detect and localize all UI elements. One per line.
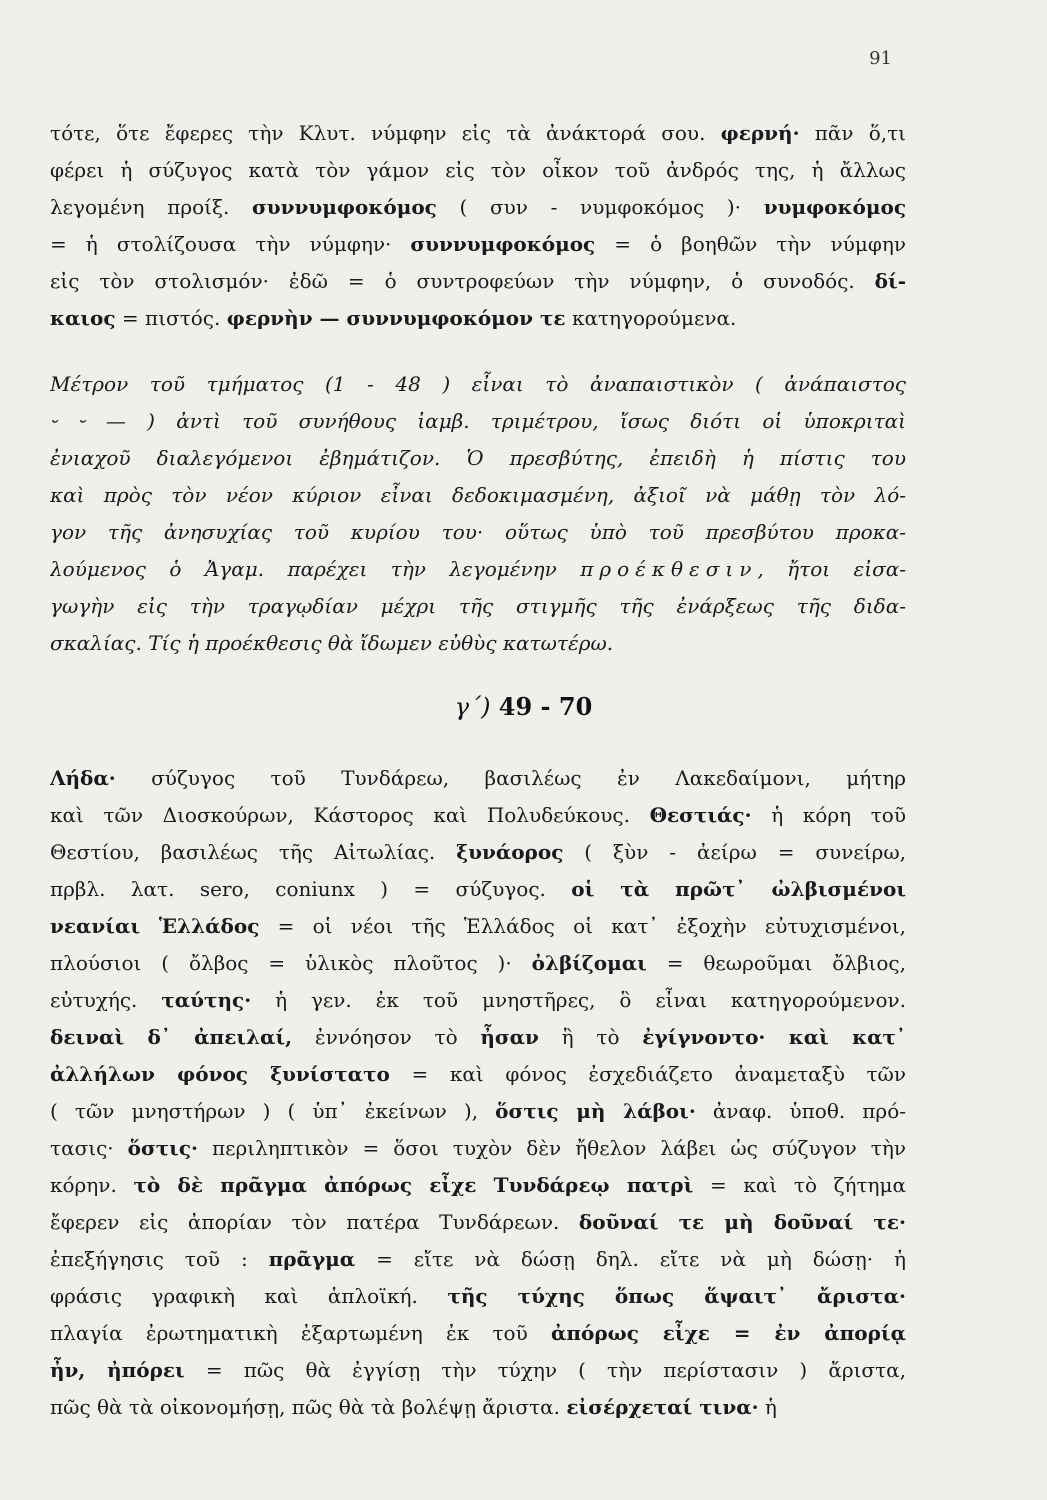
text-line (50, 834, 906, 871)
lemma-bold: ξυνάορος (456, 840, 564, 864)
text-run: πλούσιοι ( ὄλβος = ὑλικὸς πλοῦτος )· (50, 951, 532, 975)
text-line (50, 300, 906, 337)
lemma-bold: δοῦναί τε μὴ δοῦναί τε· (578, 1210, 906, 1234)
lemma-bold: ἦσαν (480, 1025, 539, 1049)
text-run: = ἡ στολίζουσα τὴν νύμφην· (50, 232, 411, 256)
text-run: σκαλίας. Τίς ἡ προέκθεσις θὰ ἴδωμεν εὐθὺς κατωτέρω. (50, 631, 614, 655)
text-run: σύζυγος τοῦ Τυνδάρεω, βασιλέως ἐν Λακεδαίμονι, μήτηρ (115, 766, 906, 790)
text-line (50, 760, 906, 797)
lemma-bold: ὀλβίζομαι (531, 951, 647, 975)
text-line (50, 1389, 906, 1426)
lemma-bold: συννυμφοκόμος (410, 232, 596, 256)
lemma-bold: ἀλλήλων φόνος ξυνίστατο (50, 1062, 390, 1086)
text-run: φράσις γραφικὴ καὶ ἁπλοϊκή. (50, 1284, 448, 1308)
text-line (50, 152, 906, 189)
text-run: κατηγορούμενα. (565, 306, 737, 330)
text-run: τότε, ὅτε ἔφερες τὴν Κλυτ. νύμφην εἰς τὰ ἀνάκτορά σου. (50, 121, 721, 145)
text-line (50, 871, 906, 908)
text-run: Μέτρον τοῦ τμήματος (1 - 48 ) εἶναι τὸ ἀναπαιστικὸν ( ἀνάπαιστος (50, 372, 906, 396)
text-run: ἐννόησον τὸ (292, 1025, 481, 1049)
text-run: τασις· (50, 1136, 128, 1160)
lemma-bold: συννυμφοκόμος (252, 195, 437, 219)
text-line (50, 366, 906, 403)
lemma-bold: τὸ δὲ πρᾶγμα ἀπόρως εἶχε Τυνδάρεῳ πατρὶ (133, 1173, 694, 1197)
text-run: καὶ τῶν Διοσκούρων, Κάστορος καὶ Πολυδεύκους. (50, 803, 650, 827)
text-run: Θεστίου, βασιλέως τῆς Αἰτωλίας. (50, 840, 457, 864)
text-line (50, 1315, 906, 1352)
text-run: ( τῶν μνηστήρων ) ( ὑπ᾽ ἐκείνων ), (50, 1099, 496, 1123)
text-line (50, 1056, 906, 1093)
lemma-bold: καιος (50, 306, 116, 330)
lemma-bold: δειναὶ δ᾽ ἀπειλαί, (50, 1025, 293, 1049)
text-line (50, 1352, 906, 1389)
text-line (50, 797, 906, 834)
text-line (50, 189, 906, 226)
text-line (50, 625, 906, 662)
text-run: φέρει ἡ σύζυγος κατὰ τὸν γάμον εἰς τὸν οἶκον τοῦ ἀνδρός της, ἡ ἄλλως (50, 158, 906, 182)
text-line (50, 982, 906, 1019)
lemma-bold: νυμφοκόμος (763, 195, 906, 219)
text-run: γον τῆς ἀνησυχίας τοῦ κυρίου του· οὕτως ὑπὸ τοῦ πρεσβύτου προκα- (50, 520, 906, 544)
text-run: ἔφερεν εἰς ἀπορίαν τὸν πατέρα Τυνδάρεων. (50, 1210, 579, 1234)
text-run: ( συν - νυμφοκόμος )· (436, 195, 764, 219)
section-heading (0, 692, 1047, 721)
text-line (50, 226, 906, 263)
text-line (50, 1093, 906, 1130)
lemma-bold: ὅστις· (127, 1136, 198, 1160)
text-line (50, 551, 906, 588)
text-run: καὶ πρὸς τὸν νέον κύριον εἶναι δεδοκιμασμένη, ἀξιοῖ νὰ μάθῃ τὸν λό- (50, 483, 906, 507)
text-run: ἐπεξήγησις τοῦ : (50, 1247, 269, 1271)
lemma-bold: ταύτης· (161, 988, 252, 1012)
text-line (50, 1019, 906, 1056)
text-run: εὐτυχής. (50, 988, 162, 1012)
text-run: ἢ τὸ (538, 1025, 643, 1049)
text-line (50, 1241, 906, 1278)
text-run: ( ξὺν - ἀείρω = συνείρω, (563, 840, 906, 864)
text-line (50, 514, 906, 551)
text-run: πῶς θὰ τὰ οἰκονομήσῃ, πῶς θὰ τὰ βολέψῃ ἄριστα. (50, 1395, 567, 1419)
text-run: λούμενος ὁ Ἀγαμ. παρέχει τὴν λεγομένην (50, 557, 581, 581)
lemma-bold: πρᾶγμα (268, 1247, 356, 1271)
section-range: 49 - 70 (498, 692, 593, 721)
section-letter: γ΄) (454, 693, 491, 721)
lemma-bold: Θεστιάς· (649, 803, 752, 827)
text-run: , ἤτοι εἰσα- (757, 557, 906, 581)
text-line (50, 908, 906, 945)
text-run: ἐνιαχοῦ διαλεγόμενοι ἐβημάτιζον. Ὁ πρεσβύτης, ἐπειδὴ ἡ πίστις του (50, 446, 906, 470)
text-run: πρβλ. λατ. sero, coniunx ) = σύζυγος. (50, 877, 572, 901)
text-run: = πῶς θὰ ἐγγίσῃ τὴν τύχην ( τὴν περίστασιν ) ἄριστα, (184, 1358, 906, 1382)
text-run: ἀναφ. ὑποθ. πρό- (695, 1099, 906, 1123)
text-run: = εἴτε νὰ δώσῃ δηλ. εἴτε νὰ μὴ δώσῃ· ἡ (355, 1247, 906, 1271)
text-line (50, 588, 906, 625)
text-run: πᾶν ὅ,τι (799, 121, 906, 145)
lemma-bold: οἱ τὰ πρῶτ᾽ ὠλβισμένοι (571, 877, 906, 901)
lemma-bold: εἰσέρχεταί τινα· (566, 1395, 759, 1419)
text-run: ἡ (758, 1395, 777, 1419)
lemma-bold: φερνὴν — συννυμφοκόμον τε (226, 306, 566, 330)
text-line (50, 1204, 906, 1241)
text-run: = καὶ τὸ ζήτημα (693, 1173, 906, 1197)
text-run: = καὶ φόνος ἐσχεδιάζετο ἀναμεταξὺ τῶν (389, 1062, 906, 1086)
lemma-bold: τῆς τύχης ὅπως ἅψαιτ᾽ ἄριστα· (447, 1284, 906, 1308)
text-run: ⏑ ⏑ — ) ἀντὶ τοῦ συνήθους ἰαμβ. τριμέτρου, ἴσως διότι οἱ ὑποκριταὶ (50, 409, 906, 433)
text-line (50, 1278, 906, 1315)
lemma-bold: δί- (874, 269, 906, 293)
text-line (50, 477, 906, 514)
text-run: πλαγία ἐρωτηματικὴ ἐξαρτωμένη ἐκ τοῦ (50, 1321, 551, 1345)
lemma-bold: ὅστις μὴ λάβοι· (495, 1099, 696, 1123)
text-run: = ὁ βοηθῶν τὴν νύμφην (595, 232, 906, 256)
page-number: 91 (869, 48, 892, 69)
text-run: = οἱ νέοι τῆς Ἑλλάδος οἱ κατ᾽ ἐξοχὴν εὐτυχισμένοι, (259, 914, 906, 938)
text-line (50, 403, 906, 440)
lemma-bold: ἦν, ἠπόρει (50, 1358, 185, 1382)
text-run: = θεωροῦμαι ὄλβιος, (646, 951, 906, 975)
text-run: κόρην. (50, 1173, 134, 1197)
text-line (50, 1167, 906, 1204)
paragraph-meter-commentary (50, 366, 906, 662)
text-line (50, 440, 906, 477)
text-run: γωγὴν εἰς τὴν τραγῳδίαν μέχρι τῆς στιγμῆς τῆς ἐνάρξεως τῆς διδα- (50, 594, 906, 618)
spaced-term: προέκθεσιν (580, 557, 758, 581)
text-run: εἰς τὸν στολισμόν· ἐδῶ = ὁ συντροφεύων τὴν νύμφην, ὁ συνοδός. (50, 269, 875, 293)
paragraph-glossary-2 (50, 760, 906, 1426)
text-run: περιληπτικὸν = ὅσοι τυχὸν δὲν ἤθελον λάβει ὡς σύζυγον τὴν (197, 1136, 906, 1160)
text-line (50, 263, 906, 300)
lemma-bold: φερνή· (720, 121, 800, 145)
paragraph-glossary-1 (50, 115, 906, 337)
lemma-bold: Λήδα· (50, 766, 116, 790)
lemma-bold: ἀπόρως εἶχε = ἐν ἀπορίᾳ (551, 1321, 906, 1345)
text-line (50, 945, 906, 982)
lemma-bold: νεανίαι Ἑλλάδος (50, 914, 260, 938)
text-run: λεγομένη προίξ. (50, 195, 253, 219)
text-line (50, 1130, 906, 1167)
lemma-bold: ἐγίγνοντο· καὶ κατ᾽ (642, 1025, 906, 1049)
text-run: ἡ κόρη τοῦ (751, 803, 906, 827)
text-run: ἡ γεν. ἐκ τοῦ μνηστῆρες, ὃ εἶναι κατηγορούμενον. (251, 988, 906, 1012)
text-line (50, 115, 906, 152)
text-run: = πιστός. (115, 306, 227, 330)
